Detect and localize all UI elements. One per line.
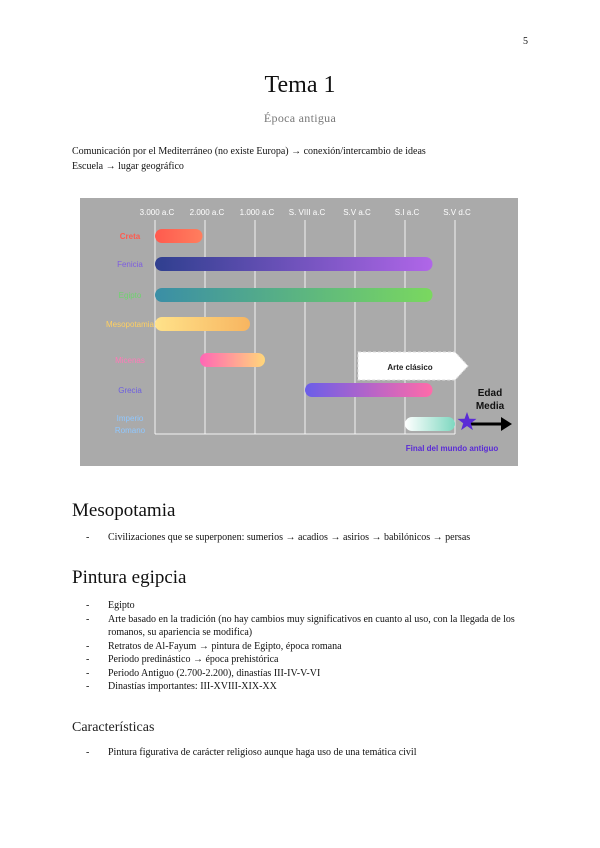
list-item: - Pintura figurativa de carácter religioso aunque haga uso de una temática civil (86, 747, 417, 758)
page-title: Tema 1 (264, 72, 336, 98)
heading-pintura-egipcia: Pintura egipcia (72, 567, 187, 588)
civilization-bar (155, 288, 433, 302)
list-pintura-egipcia (86, 599, 526, 694)
civilization-bar (305, 383, 433, 397)
civilization-label: Grecia (118, 386, 142, 395)
timeline-svg (80, 198, 518, 466)
middle-ages-label: Media (475, 401, 505, 412)
intro-line-2: Escuela → lugar geográfico (72, 161, 184, 172)
civilization-bar (155, 317, 250, 331)
page-number: 5 (523, 36, 528, 47)
civilization-bar (200, 353, 265, 367)
star-icon (458, 412, 477, 430)
civilization-label: Romano (114, 426, 146, 435)
list-item: - Retratos de Al-Fayum → pintura de Egipto, época romana (86, 640, 342, 652)
middle-ages-label: Edad (477, 388, 503, 399)
middle-ages-arrow-head (501, 417, 512, 431)
list-item: - Dinastías importantes: III-XVIII-XIX-XX (86, 681, 277, 692)
end-of-antiquity-label: Final del mundo antiguo (405, 444, 499, 453)
classical-art-label: Arte clásico (387, 363, 433, 372)
civilization-bar (155, 229, 203, 243)
list-item: - Civilizaciones que se superponen: sumerios → acadios → asirios → babilónicos → persas (86, 532, 471, 543)
civilization-label: Fenicia (117, 260, 143, 269)
list-item: - Periodo predinástico → época prehistórica (86, 654, 279, 665)
period-label: S.V d.C (443, 208, 471, 217)
civilization-bar (155, 257, 433, 271)
civilization-label: Micenas (115, 356, 145, 365)
intro-line-1: Comunicación por el Mediterráneo (no existe Europa) → conexión/intercambio de ideas (72, 146, 426, 157)
period-label: S.V a.C (343, 208, 371, 217)
timeline-figure (80, 198, 518, 466)
period-label: 3.000 a.C (139, 208, 175, 217)
list-mesopotamia (86, 531, 526, 545)
period-label: S.I a.C (394, 208, 420, 217)
civilization-label: Creta (119, 232, 141, 241)
heading-caracteristicas: Características (72, 720, 155, 735)
heading-mesopotamia: Mesopotamia (72, 500, 176, 521)
civilization-label: Mesopotamia (105, 320, 155, 329)
period-label: S. VIII a.C (288, 208, 326, 217)
list-caracteristicas (86, 746, 526, 760)
list-item: - Arte basado en la tradición (no hay cambios muy significativos en cuanto al uso, con la llegada de los romanos, su apariencia se modifica) (86, 613, 515, 638)
civilization-bar (405, 417, 455, 431)
period-label: 1.000 a.C (239, 208, 275, 217)
period-label: 2.000 a.C (189, 208, 225, 217)
list-item: - Periodo Antiguo (2.700-2.200), dinastías III-IV-V-VI (86, 667, 321, 679)
civilization-label: Egipto (118, 291, 142, 300)
list-item: - Egipto (86, 600, 135, 611)
page-subtitle: Época antigua (263, 111, 337, 125)
civilization-label: Imperio (116, 414, 144, 423)
